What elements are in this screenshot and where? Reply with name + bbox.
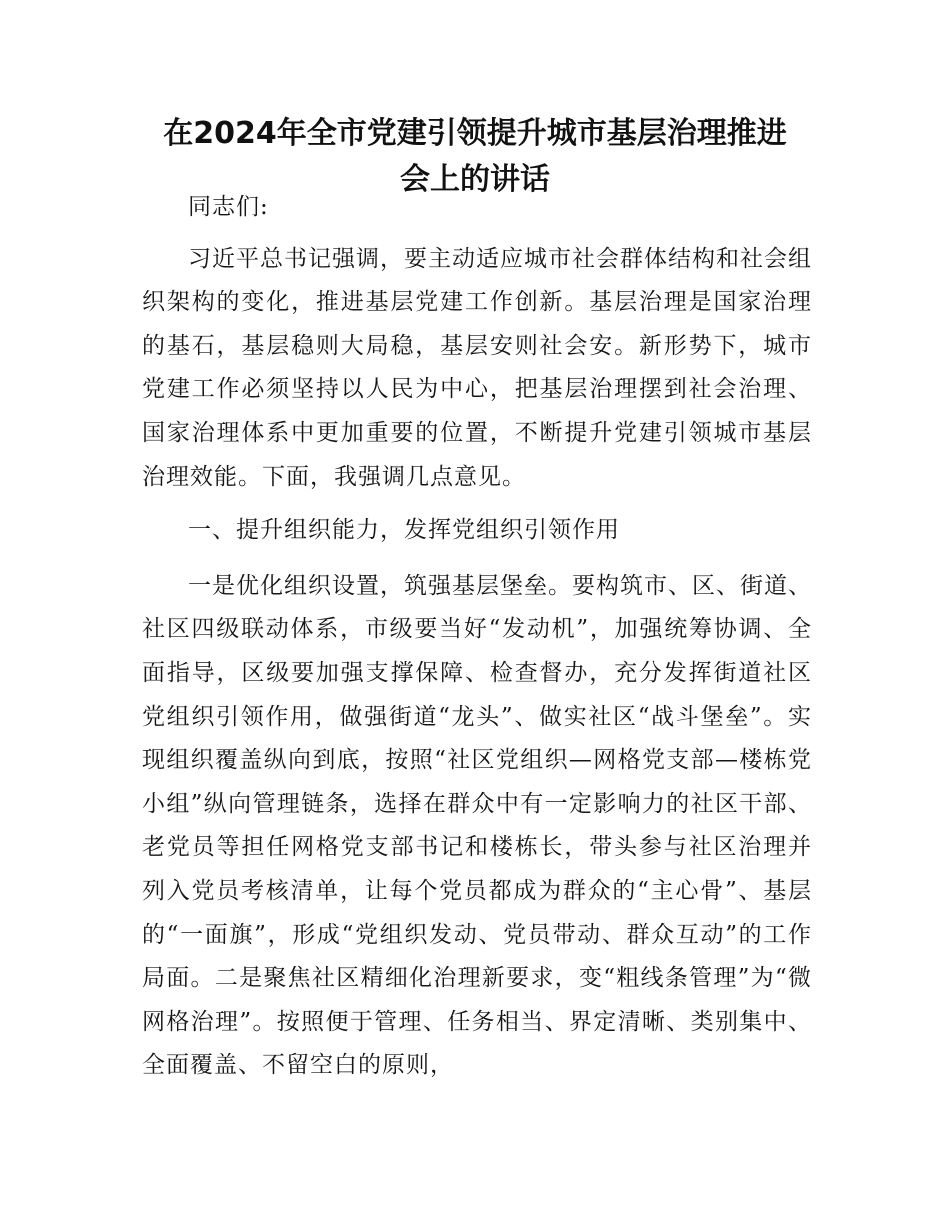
paragraph-intro: 习近平总书记强调，要主动适应城市社会群体结构和社会组织架构的变化，推进基层党建工作创新。基层治理是国家治理的基石，基层稳则大局稳，基层安则社会安。新形势下，城市党建工作必须坚持以人民为中心，把基层治理摆到社会治理、国家治理体系中更加重要的位置，不断提升党建引领城市基层治理效能。下面，我强调几点意见。	[142, 245, 812, 490]
document-title-line-2: 会上的讲话	[400, 162, 550, 197]
salutation: 同志们:	[188, 194, 269, 220]
section-heading-1: 一、提升组织能力，发挥党组织引领作用	[188, 517, 620, 544]
document-title-line-1: 在2024年全市党建引领提升城市基层治理推进	[163, 116, 787, 151]
document-body	[142, 186, 812, 1088]
paragraph-section-1: 一是优化组织设置，筑强基层堡垒。要构筑市、区、街道、社区四级联动体系，市级要当好“发动机”，加强统筹协调、全面指导，区级要加强支撑保障、检查督办，充分发挥街道社区党组织引领作用，做强街道“龙头”、做实社区“战斗堡垒”。实现组织覆盖纵向到底，按照“社区党组织—网格党支部—楼栋党小组”纵向管理链条，选择在群众中有一定影响力的社区干部、老党员等担任网格党支部书记和楼栋长，带头参与社区治理并列入党员考核清单，让每个党员都成为群众的“主心骨”、基层的“一面旗”，形成“党组织发动、党员带动、群众互动”的工作局面。二是聚焦社区精细化治理新要求，变“粗线条管理”为“微网格治理”。按照便于管理、任务相当、界定清晰、类别集中、全面覆盖、不留空白的原则，	[142, 572, 812, 1079]
